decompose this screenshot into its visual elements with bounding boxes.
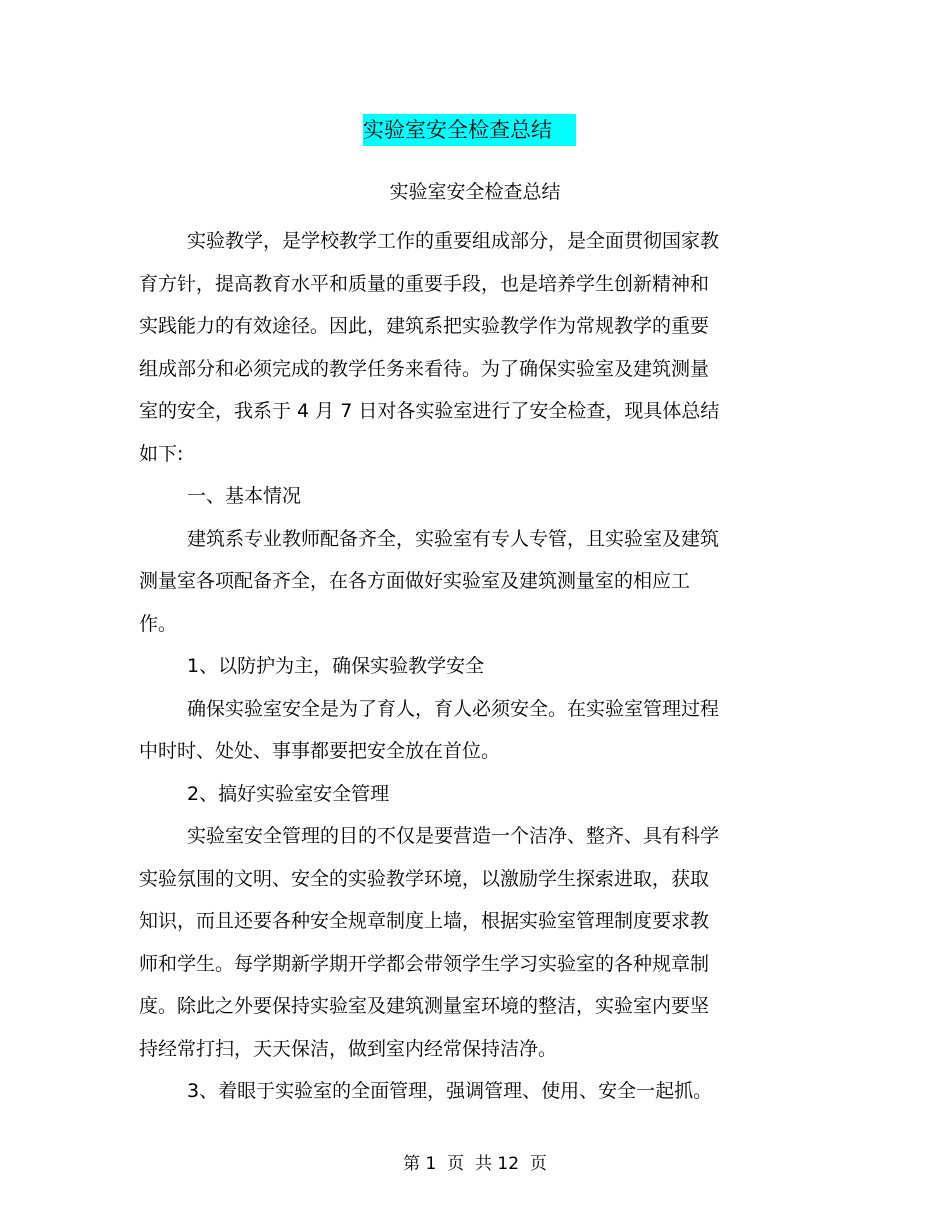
text-line: 如下: <box>139 442 184 465</box>
text-line: 确保实验室安全是为了育人，育人必须安全。在实验室管理过程 <box>187 697 720 720</box>
paragraph-intro <box>139 220 769 475</box>
document-title: 实验室安全检查总结 <box>363 114 576 146</box>
subheading-comprehensive <box>139 1070 769 1113</box>
text-line: 实验氛围的文明、安全的实验教学环境，以激励学生探索进取，获取 <box>139 867 710 890</box>
section-heading: 一、基本情况 <box>187 485 302 507</box>
text-line: 建筑系专业教师配备齐全，实验室有专人专管，且实验室及建筑 <box>187 527 720 550</box>
text-line: 师和学生。每学期新学期开学都会带领学生学习实验室的各种规章制 <box>139 952 710 975</box>
text-line: 知识，而且还要各种安全规章制度上墙，根据实验室管理制度要求教 <box>139 910 710 932</box>
subheading: 1、以防护为主，确保实验教学安全 <box>187 655 485 677</box>
text-line: 实践能力的有效途径。因此，建筑系把实验教学作为常规教学的重要 <box>139 315 710 337</box>
text-line: 实验教学，是学校教学工作的重要组成部分，是全面贯彻国家教 <box>187 230 720 252</box>
subheading-protection <box>139 645 769 688</box>
paragraph-management <box>139 815 769 1070</box>
text-line: 组成部分和必须完成的教学任务来看待。为了确保实验室及建筑测量 <box>139 357 710 380</box>
document-subtitle: 实验室安全检查总结 <box>389 181 561 203</box>
text-line: 度。除此之外要保持实验室及建筑测量室环境的整洁，实验室内要坚 <box>139 995 710 1017</box>
text-line: 作。 <box>139 612 178 635</box>
text-line: 育方针，提高教育水平和质量的重要手段，也是培养学生创新精神和 <box>139 272 710 295</box>
subheading: 2、搞好实验室安全管理 <box>187 782 390 805</box>
subheading: 3、着眼于实验室的全面管理，强调管理、使用、安全一起抓。 <box>187 1080 713 1102</box>
page-footer: 第 1 页 共 12 页 <box>403 1154 547 1174</box>
text-line: 持经常打扫，天天保洁，做到室内经常保持洁净。 <box>139 1037 558 1060</box>
paragraph-safety-first <box>139 688 769 773</box>
text-line: 实验室安全管理的目的不仅是要营造一个洁净、整齐、具有科学 <box>187 825 720 847</box>
text-line: 中时时、处处、事事都要把安全放在首位。 <box>139 740 501 762</box>
section-heading-basic <box>139 475 769 518</box>
text-line: 室的安全，我系于 4 月 7 日对各实验室进行了安全检查，现具体总结 <box>139 400 720 422</box>
document-body <box>139 220 769 1113</box>
text-line: 测量室各项配备齐全，在各方面做好实验室及建筑测量室的相应工 <box>139 570 691 592</box>
subheading-management <box>139 773 769 816</box>
paragraph-staffing <box>139 518 769 646</box>
